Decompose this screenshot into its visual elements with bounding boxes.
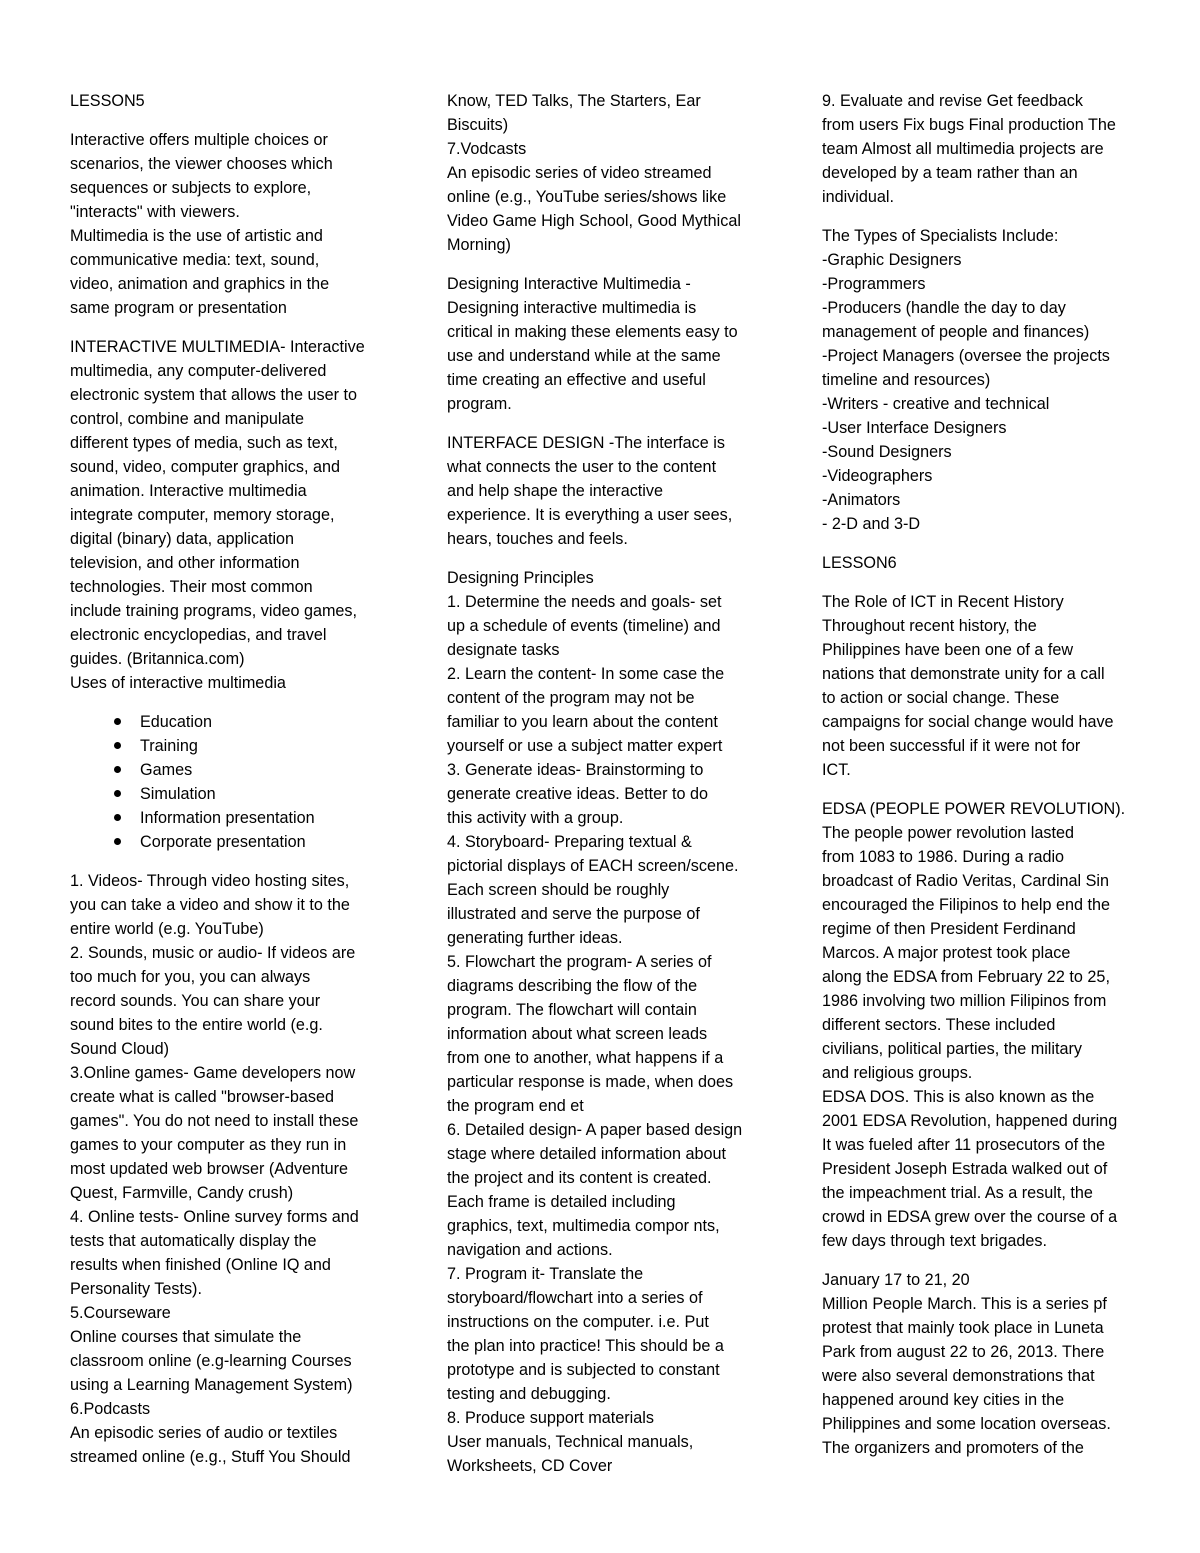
text-line: include training programs, video games,	[70, 602, 358, 620]
text-line: use and understand while at the same	[447, 347, 721, 365]
text-line: 5. Flowchart the program- A series of	[447, 953, 712, 971]
text-line: from users Fix bugs Final production The	[822, 116, 1116, 134]
text-line: graphics, text, multimedia compor nts,	[447, 1217, 720, 1235]
text-line: Video Game High School, Good Mythical	[447, 212, 741, 230]
text-line: electronic encyclopedias, and travel	[70, 626, 327, 644]
text-line: protest that mainly took place in Luneta	[822, 1319, 1104, 1337]
text-line: 2001 EDSA Revolution, happened during	[822, 1112, 1118, 1130]
text-line: Personality Tests).	[70, 1280, 202, 1298]
text-line: communicative media: text, sound,	[70, 251, 320, 269]
bullet-list	[70, 710, 400, 854]
text-line: games to your computer as they run in	[70, 1136, 347, 1154]
text-line: civilians, political parties, the military	[822, 1040, 1082, 1058]
text-line: Park from august 22 to 26, 2013. There	[822, 1343, 1105, 1361]
text-line: multimedia, any computer-delivered	[70, 362, 327, 380]
text-line: The Role of ICT in Recent History	[822, 593, 1064, 611]
text-line: Philippines and some location overseas.	[822, 1415, 1111, 1433]
text-line: classroom online (e.g-learning Courses	[70, 1352, 352, 1370]
text-line: this activity with a group.	[447, 809, 624, 827]
text-line: -Videographers	[822, 467, 933, 485]
bullet-item: Simulation	[70, 782, 400, 806]
paragraph	[822, 797, 1152, 1253]
text-line: using a Learning Management System)	[70, 1376, 353, 1394]
text-line: pictorial displays of EACH screen/scene.	[447, 857, 739, 875]
text-line: video, animation and graphics in the	[70, 275, 330, 293]
text-line: from 1083 to 1986. During a radio	[822, 848, 1065, 866]
text-line: yourself or use a subject matter expert	[447, 737, 723, 755]
text-line: The organizers and promoters of the	[822, 1439, 1084, 1457]
text-line: -Project Managers (oversee the projects	[822, 347, 1110, 365]
text-line: different types of media, such as text,	[70, 434, 338, 452]
text-line: too much for you, you can always	[70, 968, 311, 986]
text-line: 9. Evaluate and revise Get feedback	[822, 92, 1083, 110]
text-line: team Almost all multimedia projects are	[822, 140, 1104, 158]
text-line: Sound Cloud)	[70, 1040, 169, 1058]
text-line: sequences or subjects to explore,	[70, 179, 312, 197]
text-line: not been successful if it were not for	[822, 737, 1081, 755]
paragraph	[447, 431, 782, 551]
text-line: Designing Principles	[447, 569, 594, 587]
text-line: create what is called "browser-based	[70, 1088, 334, 1106]
text-line: -User Interface Designers	[822, 419, 1007, 437]
text-line: streamed online (e.g., Stuff You Should	[70, 1448, 351, 1466]
text-line: scenarios, the viewer chooses which	[70, 155, 333, 173]
bullet-item: Information presentation	[70, 806, 400, 830]
text-line: were also several demonstrations that	[822, 1367, 1095, 1385]
text-line: sound bites to the entire world (e.g.	[70, 1016, 323, 1034]
text-line: -Graphic Designers	[822, 251, 962, 269]
text-line: the program end et	[447, 1097, 584, 1115]
text-line: 4. Storyboard- Preparing textual &	[447, 833, 692, 851]
text-line: the plan into practice! This should be a	[447, 1337, 724, 1355]
text-line: 8. Produce support materials	[447, 1409, 654, 1427]
text-line: storyboard/flowchart into a series of	[447, 1289, 703, 1307]
text-line: guides. (Britannica.com)	[70, 650, 245, 668]
paragraph	[822, 590, 1152, 782]
text-line: different sectors. These included	[822, 1016, 1056, 1034]
text-line: generate creative ideas. Better to do	[447, 785, 708, 803]
text-line: stage where detailed information about	[447, 1145, 726, 1163]
paragraph	[822, 1268, 1152, 1460]
column-1	[70, 89, 400, 1469]
text-line: online (e.g., YouTube series/shows like	[447, 188, 727, 206]
text-line: The people power revolution lasted	[822, 824, 1074, 842]
text-line: up a schedule of events (timeline) and	[447, 617, 721, 635]
text-line: Throughout recent history, the	[822, 617, 1037, 635]
text-line: encouraged the Filipinos to help end the	[822, 896, 1110, 914]
text-line: Worksheets, CD Cover	[447, 1457, 613, 1475]
text-line: 7.Vodcasts	[447, 140, 527, 158]
text-line: Designing interactive multimedia is	[447, 299, 697, 317]
text-line: entire world (e.g. YouTube)	[70, 920, 264, 938]
text-line: few days through text brigades.	[822, 1232, 1047, 1250]
text-line: 6.Podcasts	[70, 1400, 151, 1418]
text-line: to action or social change. These	[822, 689, 1060, 707]
text-line: information about what screen leads	[447, 1025, 708, 1043]
text-line: testing and debugging.	[447, 1385, 611, 1403]
text-line: television, and other information	[70, 554, 300, 572]
text-line: program.	[447, 395, 512, 413]
text-line: crowd in EDSA grew over the course of a	[822, 1208, 1118, 1226]
column-3	[822, 89, 1152, 1460]
text-line: INTERACTIVE MULTIMEDIA- Interactive	[70, 338, 365, 356]
text-line: An episodic series of video streamed	[447, 164, 712, 182]
text-line: Million People March. This is a series pf	[822, 1295, 1107, 1313]
text-line: LESSON5	[70, 92, 145, 110]
paragraph	[70, 89, 400, 113]
text-line: critical in making these elements easy to	[447, 323, 738, 341]
text-line: 1986 involving two million Filipinos from	[822, 992, 1107, 1010]
text-line: and help shape the interactive	[447, 482, 663, 500]
text-line: individual.	[822, 188, 894, 206]
text-line: broadcast of Radio Veritas, Cardinal Sin	[822, 872, 1110, 890]
text-line: same program or presentation	[70, 299, 287, 317]
text-line: Philippines have been one of a few	[822, 641, 1074, 659]
text-line: Multimedia is the use of artistic and	[70, 227, 323, 245]
text-line: 6. Detailed design- A paper based design	[447, 1121, 743, 1139]
text-line: 2. Sounds, music or audio- If videos are	[70, 944, 356, 962]
text-line: time creating an effective and useful	[447, 371, 706, 389]
text-line: -Sound Designers	[822, 443, 952, 461]
text-line: along the EDSA from February 22 to 25,	[822, 968, 1110, 986]
text-line: EDSA DOS. This is also known as the	[822, 1088, 1095, 1106]
text-line: Know, TED Talks, The Starters, Ear	[447, 92, 701, 110]
text-line: It was fueled after 11 prosecutors of the	[822, 1136, 1106, 1154]
text-line: instructions on the computer. i.e. Put	[447, 1313, 709, 1331]
text-line: control, combine and manipulate	[70, 410, 304, 428]
text-line: 3. Generate ideas- Brainstorming to	[447, 761, 704, 779]
paragraph	[70, 128, 400, 320]
text-line: digital (binary) data, application	[70, 530, 295, 548]
text-line: 5.Courseware	[70, 1304, 171, 1322]
bullet-item: Education	[70, 710, 400, 734]
text-line: LESSON6	[822, 554, 897, 572]
text-line: 7. Program it- Translate the	[447, 1265, 644, 1283]
text-line: what connects the user to the content	[447, 458, 717, 476]
text-line: illustrated and serve the purpose of	[447, 905, 700, 923]
text-line: EDSA (PEOPLE POWER REVOLUTION).	[822, 800, 1126, 818]
text-line: electronic system that allows the user to	[70, 386, 358, 404]
text-line: familiar to you learn about the content	[447, 713, 718, 731]
text-line: tests that automatically display the	[70, 1232, 317, 1250]
text-line: particular response is made, when does	[447, 1073, 734, 1091]
text-line: prototype and is subjected to constant	[447, 1361, 720, 1379]
text-line: and religious groups.	[822, 1064, 973, 1082]
text-line: the project and its content is created.	[447, 1169, 712, 1187]
text-line: you can take a video and show it to the	[70, 896, 350, 914]
text-line: most updated web browser (Adventure	[70, 1160, 349, 1178]
text-line: from one to another, what happens if a	[447, 1049, 724, 1067]
text-line: -Animators	[822, 491, 901, 509]
text-line: Interactive offers multiple choices or	[70, 131, 328, 149]
text-line: campaigns for social change would have	[822, 713, 1114, 731]
text-line: animation. Interactive multimedia	[70, 482, 307, 500]
text-line: Marcos. A major protest took place	[822, 944, 1071, 962]
text-line: record sounds. You can share your	[70, 992, 321, 1010]
text-line: management of people and finances)	[822, 323, 1090, 341]
text-line: diagrams describing the flow of the	[447, 977, 698, 995]
text-line: Each frame is detailed including	[447, 1193, 676, 1211]
text-line: Each screen should be roughly	[447, 881, 670, 899]
paragraph	[822, 224, 1152, 536]
text-line: technologies. Their most common	[70, 578, 313, 596]
paragraph	[822, 89, 1152, 209]
text-line: 1. Determine the needs and goals- set	[447, 593, 722, 611]
text-line: integrate computer, memory storage,	[70, 506, 335, 524]
text-line: experience. It is everything a user sees,	[447, 506, 733, 524]
text-line: "interacts" with viewers.	[70, 203, 240, 221]
text-line: -Programmers	[822, 275, 926, 293]
text-line: Quest, Farmville, Candy crush)	[70, 1184, 294, 1202]
text-line: INTERFACE DESIGN -The interface is	[447, 434, 725, 452]
text-line: results when finished (Online IQ and	[70, 1256, 331, 1274]
text-line: User manuals, Technical manuals,	[447, 1433, 694, 1451]
paragraph	[447, 272, 782, 416]
text-line: January 17 to 21, 20	[822, 1271, 970, 1289]
text-line: navigation and actions.	[447, 1241, 613, 1259]
text-line: content of the program may not be	[447, 689, 695, 707]
text-line: happened around key cities in the	[822, 1391, 1065, 1409]
text-line: program. The flowchart will contain	[447, 1001, 697, 1019]
text-line: -Writers - creative and technical	[822, 395, 1050, 413]
text-line: President Joseph Estrada walked out of	[822, 1160, 1108, 1178]
text-line: 1. Videos- Through video hosting sites,	[70, 872, 350, 890]
text-line: - 2-D and 3-D	[822, 515, 921, 533]
text-line: timeline and resources)	[822, 371, 991, 389]
text-line: the impeachment trial. As a result, the	[822, 1184, 1093, 1202]
bullet-item: Games	[70, 758, 400, 782]
text-line: Biscuits)	[447, 116, 509, 134]
paragraph	[447, 89, 782, 257]
text-line: sound, video, computer graphics, and	[70, 458, 340, 476]
column-2	[447, 89, 782, 1478]
text-line: Online courses that simulate the	[70, 1328, 302, 1346]
text-line: Designing Interactive Multimedia -	[447, 275, 691, 293]
text-line: developed by a team rather than an	[822, 164, 1078, 182]
paragraph	[447, 566, 782, 1478]
text-line: ICT.	[822, 761, 851, 779]
text-line: hears, touches and feels.	[447, 530, 628, 548]
text-line: designate tasks	[447, 641, 560, 659]
text-line: -Producers (handle the day to day	[822, 299, 1066, 317]
text-line: regime of then President Ferdinand	[822, 920, 1076, 938]
text-line: 3.Online games- Game developers now	[70, 1064, 356, 1082]
paragraph	[70, 869, 400, 1469]
bullet-item: Training	[70, 734, 400, 758]
bullet-item: Corporate presentation	[70, 830, 400, 854]
paragraph	[70, 335, 400, 695]
text-line: Uses of interactive multimedia	[70, 674, 286, 692]
text-line: nations that demonstrate unity for a call	[822, 665, 1105, 683]
paragraph	[822, 551, 1152, 575]
text-line: The Types of Specialists Include:	[822, 227, 1059, 245]
text-line: An episodic series of audio or textiles	[70, 1424, 338, 1442]
text-line: 2. Learn the content- In some case the	[447, 665, 725, 683]
text-line: games". You do not need to install these	[70, 1112, 359, 1130]
text-line: generating further ideas.	[447, 929, 623, 947]
text-line: Morning)	[447, 236, 511, 254]
text-line: 4. Online tests- Online survey forms and	[70, 1208, 359, 1226]
